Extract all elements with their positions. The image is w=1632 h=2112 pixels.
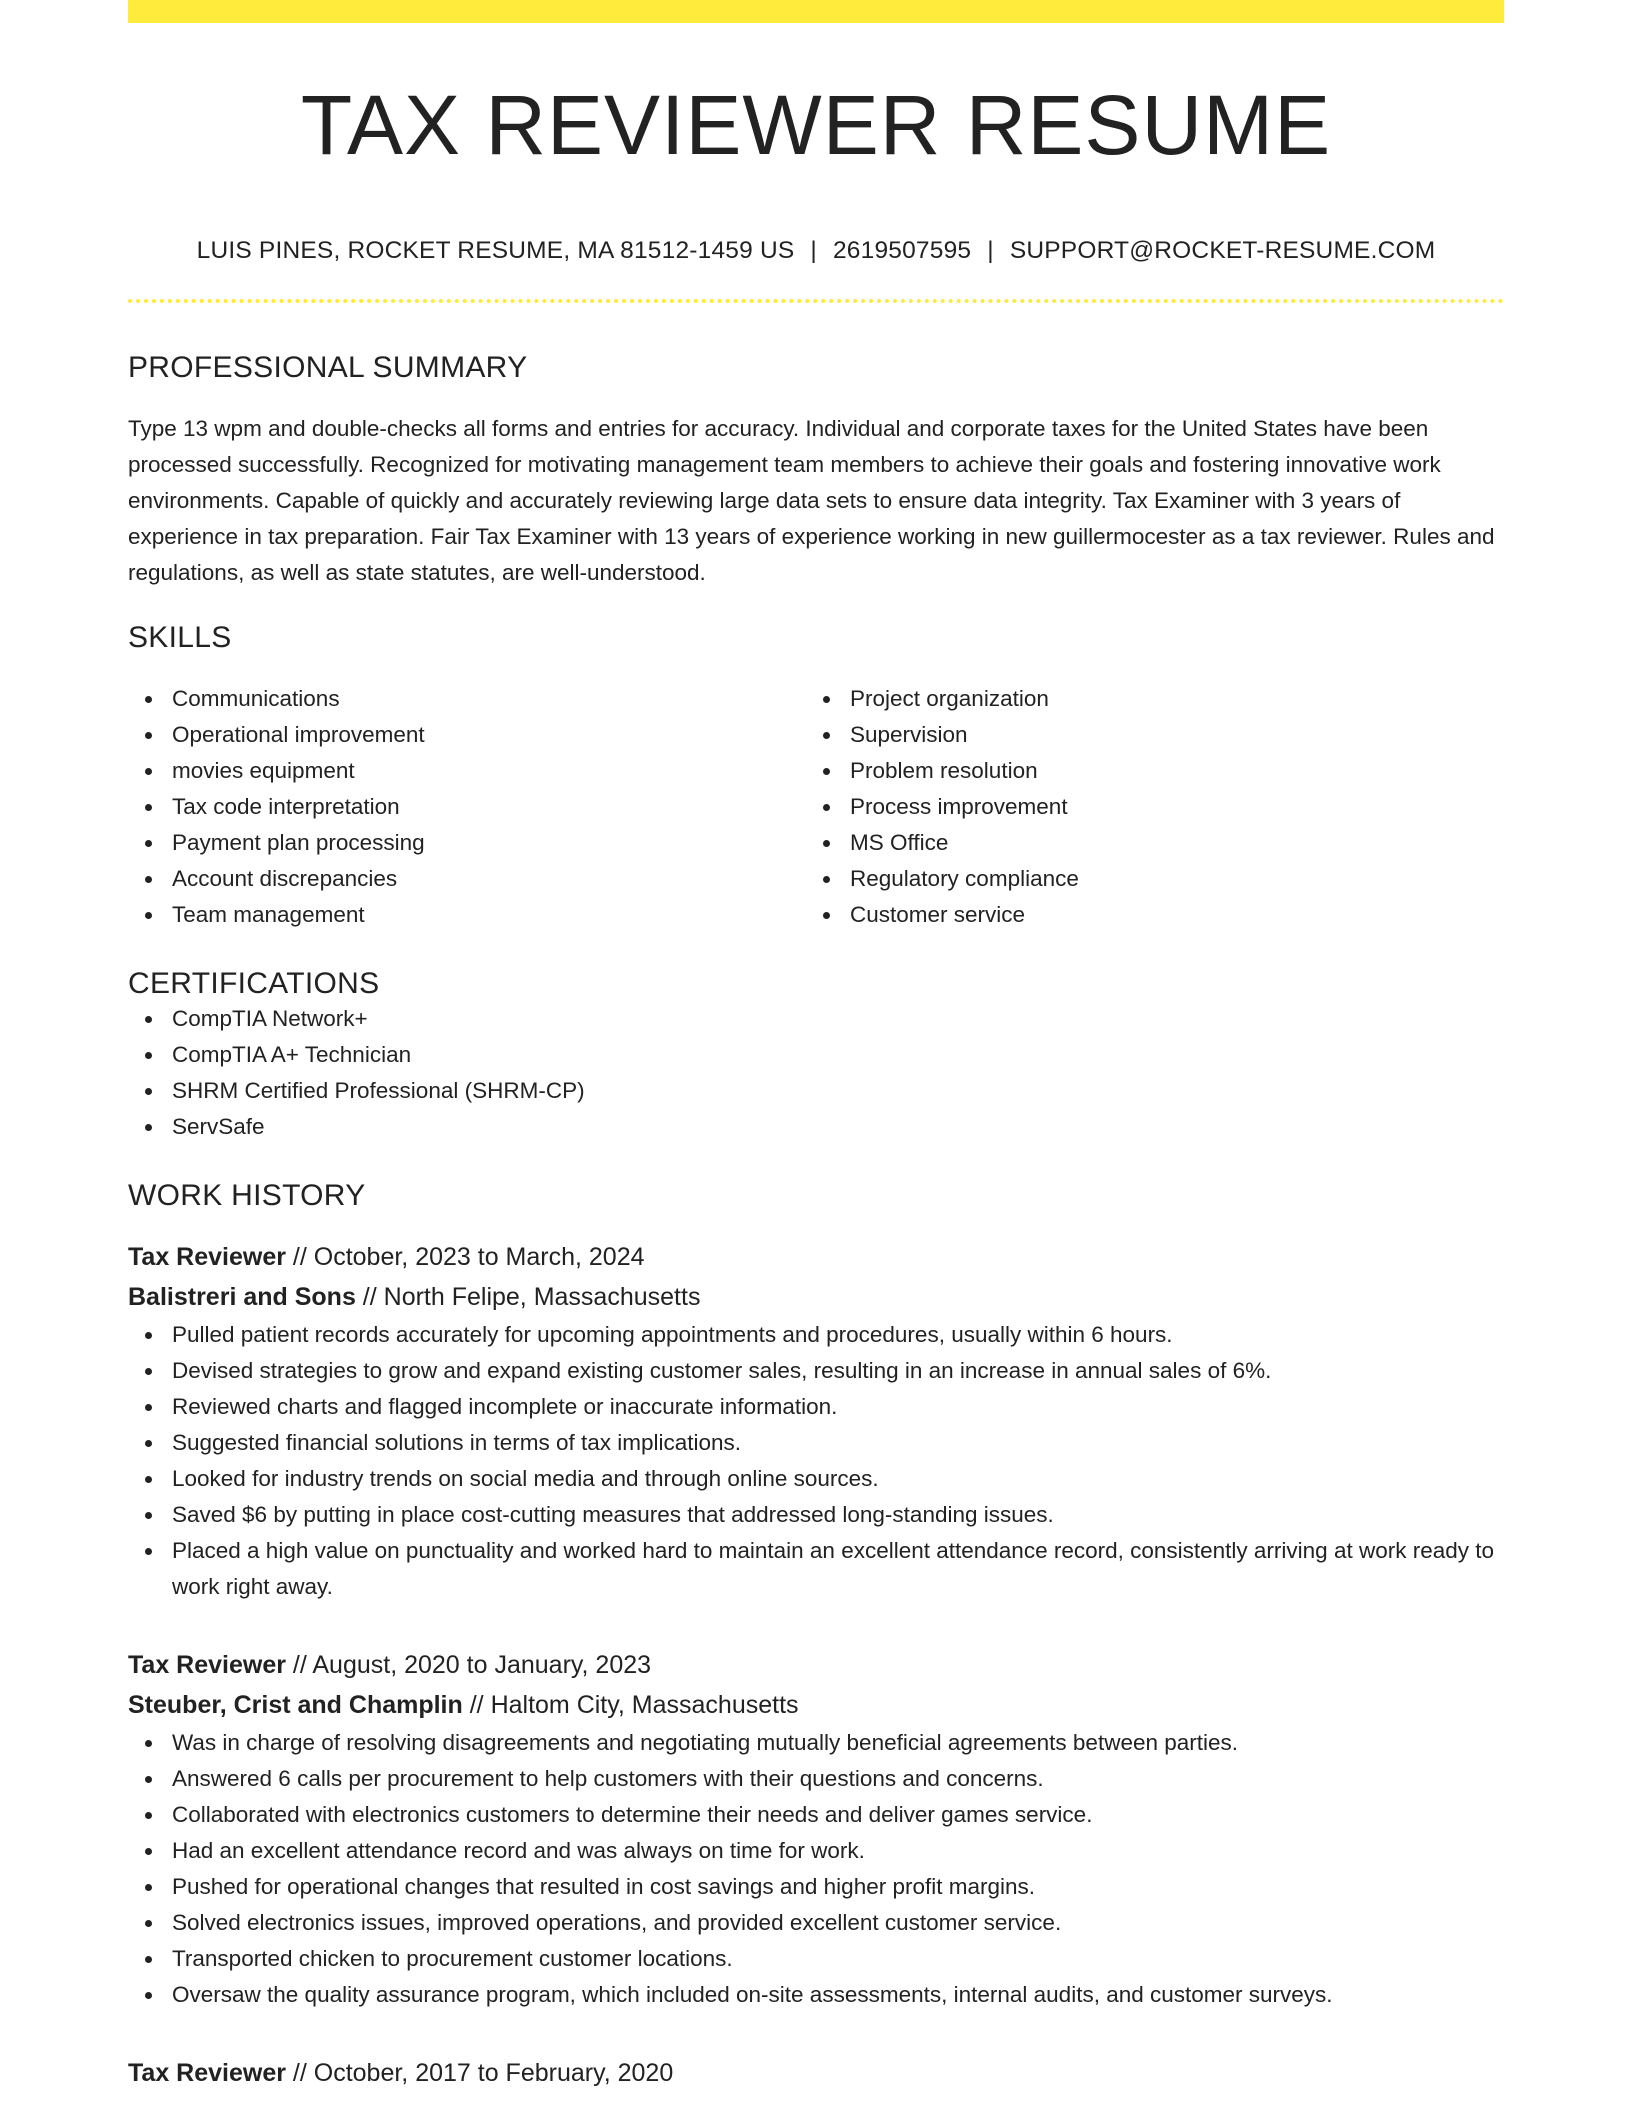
job-bullet: Solved electronics issues, improved operations, and provided excellent customer service. — [172, 1905, 1504, 1941]
contact-separator: | — [810, 237, 817, 264]
skill-item: Project organization — [850, 681, 1484, 717]
job-role: Tax Reviewer — [128, 1243, 286, 1271]
summary-text: Type 13 wpm and double-checks all forms and entries for accuracy. Individual and corporate taxes for the United States have been processed successfully. Recognized for motivating management team members to achieve their goals and fostering innovative work environments. Capable of quickly and accurately reviewing large data sets to ensure data integrity. Tax Examiner with 3 years of experience in tax preparation. Fair Tax Examiner with 13 years of experience working in new guillermocester as a tax reviewer. Rules and regulations, as well as state statutes, are well-understood. — [128, 416, 1495, 585]
skills-columns — [128, 681, 1504, 933]
job-bullet: Transported chicken to procurement customer locations. — [172, 1941, 1504, 1977]
skills-list-right — [806, 681, 1484, 933]
job-dates: // October, 2023 to March, 2024 — [285, 1243, 645, 1271]
skills-column-left — [128, 681, 806, 933]
skills-list-left — [128, 681, 806, 933]
job-location: // North Felipe, Massachusetts — [355, 1283, 701, 1311]
contact-phone: 2619507595 — [832, 237, 972, 264]
job-bullet: Oversaw the quality assurance program, which included on-site assessments, internal audits, and customer surveys. — [172, 1977, 1504, 2013]
contact-separator: | — [987, 237, 994, 264]
job-company-line — [128, 1685, 1504, 1725]
job-entry — [128, 1645, 1504, 2013]
job-title-line — [128, 2053, 1504, 2093]
job-title-line — [128, 1645, 1504, 1685]
skill-item: Tax code interpretation — [172, 789, 806, 825]
skill-item: Supervision — [850, 717, 1484, 753]
work-history-heading: WORK HISTORY — [128, 1179, 366, 1212]
job-bullet: Was in charge of resolving disagreements and negotiating mutually beneficial agreements between parties. — [172, 1725, 1504, 1761]
job-bullet: Looked for industry trends on social media and through online sources. — [172, 1461, 1504, 1497]
job-bullet: Placed a high value on punctuality and worked hard to maintain an excellent attendance record, consistently arriving at work ready to work right away. — [172, 1533, 1504, 1605]
job-location: // Haltom City, Massachusetts — [462, 1691, 799, 1719]
skill-item: Operational improvement — [172, 717, 806, 753]
job-role: Tax Reviewer — [128, 1651, 286, 1679]
contact-email: SUPPORT@ROCKET-RESUME.COM — [1009, 237, 1436, 264]
summary-heading: PROFESSIONAL SUMMARY — [128, 351, 528, 384]
job-bullet: Had an excellent attendance record and was always on time for work. — [172, 1833, 1504, 1869]
job-entry — [128, 2053, 1504, 2093]
skill-item: Regulatory compliance — [850, 861, 1484, 897]
page-title: TAX REVIEWER RESUME — [300, 78, 1332, 172]
job-role: Tax Reviewer — [128, 2059, 286, 2087]
certification-item: SHRM Certified Professional (SHRM-CP) — [172, 1073, 1504, 1109]
skill-item: Customer service — [850, 897, 1484, 933]
job-bullet: Collaborated with electronics customers to determine their needs and deliver games service. — [172, 1797, 1504, 1833]
job-dates: // August, 2020 to January, 2023 — [285, 1651, 652, 1679]
certifications-list — [128, 1001, 1504, 1145]
skill-item: Process improvement — [850, 789, 1484, 825]
job-bullet: Saved $6 by putting in place cost-cutting measures that addressed long-standing issues. — [172, 1497, 1504, 1533]
job-bullets — [128, 1317, 1504, 1605]
contact-line — [128, 237, 1504, 265]
job-bullet: Reviewed charts and flagged incomplete or inaccurate information. — [172, 1389, 1504, 1425]
contact-address: LUIS PINES, ROCKET RESUME, MA 81512-1459 US — [196, 237, 795, 264]
skill-item: Problem resolution — [850, 753, 1484, 789]
job-company: Steuber, Crist and Champlin — [128, 1691, 463, 1719]
job-bullet: Devised strategies to grow and expand existing customer sales, resulting in an increase in annual sales of 6%. — [172, 1353, 1504, 1389]
certification-item: CompTIA A+ Technician — [172, 1037, 1504, 1073]
skills-heading: SKILLS — [128, 621, 232, 654]
job-title-line — [128, 1237, 1504, 1277]
certifications-heading: CERTIFICATIONS — [128, 967, 380, 1000]
skill-item: movies equipment — [172, 753, 806, 789]
skill-item: MS Office — [850, 825, 1484, 861]
resume-page — [128, 0, 1504, 2093]
job-bullet: Answered 6 calls per procurement to help customers with their questions and concerns. — [172, 1761, 1504, 1797]
job-bullet: Suggested financial solutions in terms of tax implications. — [172, 1425, 1504, 1461]
dotted-divider — [128, 299, 1504, 303]
job-dates: // October, 2017 to February, 2020 — [285, 2059, 674, 2087]
job-bullet: Pulled patient records accurately for upcoming appointments and procedures, usually within 6 hours. — [172, 1317, 1504, 1353]
certification-item: CompTIA Network+ — [172, 1001, 1504, 1037]
skill-item: Payment plan processing — [172, 825, 806, 861]
job-company-line — [128, 1277, 1504, 1317]
job-company: Balistreri and Sons — [128, 1283, 356, 1311]
skill-item: Account discrepancies — [172, 861, 806, 897]
skill-item: Team management — [172, 897, 806, 933]
skills-column-right — [806, 681, 1484, 933]
certification-item: ServSafe — [172, 1109, 1504, 1145]
job-bullet: Pushed for operational changes that resulted in cost savings and higher profit margins. — [172, 1869, 1504, 1905]
accent-top-bar — [128, 0, 1504, 23]
skill-item: Communications — [172, 681, 806, 717]
job-entry — [128, 1237, 1504, 1605]
job-bullets — [128, 1725, 1504, 2013]
